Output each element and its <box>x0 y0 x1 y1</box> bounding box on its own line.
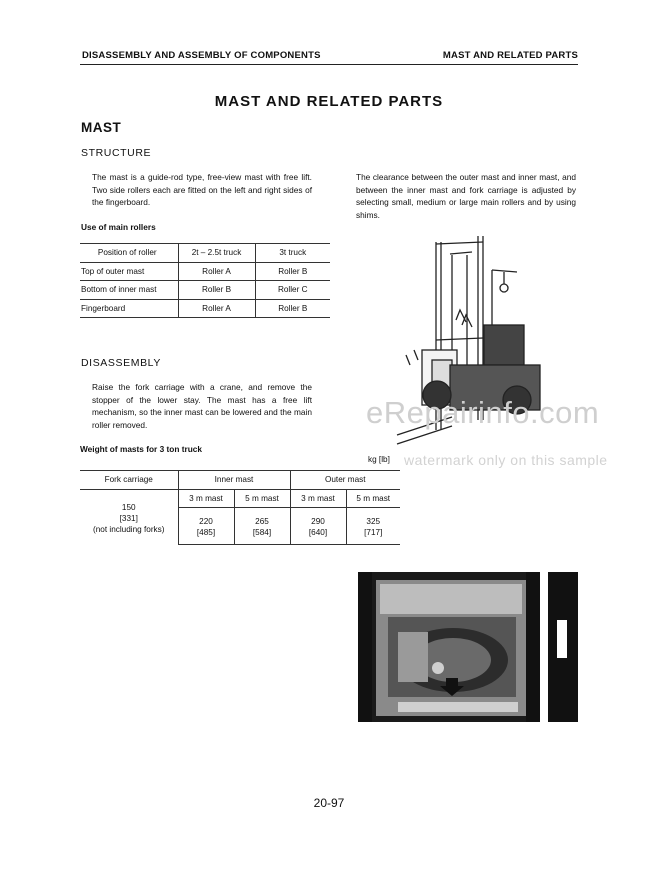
mast-roller-photo <box>358 572 540 722</box>
table-row <box>80 299 330 318</box>
rollers-header-row <box>80 244 330 263</box>
photo-side-strip <box>548 572 578 722</box>
cell-roller: Roller B <box>255 262 330 281</box>
weight-lb: [584] <box>252 528 272 537</box>
cell-position: Bottom of inner mast <box>80 281 178 300</box>
fork-carriage-cell <box>80 489 178 545</box>
weights-table-caption: Weight of masts for 3 ton truck <box>80 444 203 454</box>
running-header-left: DISASSEMBLY AND ASSEMBLY OF COMPONENTS <box>82 50 321 61</box>
subheader-inner-5m: 5 m mast <box>234 489 290 508</box>
weights-unit-label: kg [lb] <box>368 455 390 464</box>
page-number: 20-97 <box>313 796 345 810</box>
weight-kg: 265 <box>255 517 269 526</box>
cell-roller: Roller A <box>178 262 255 281</box>
fork-carriage-note: (not including forks) <box>93 525 165 534</box>
weight-cell <box>290 516 346 545</box>
weight-kg: 290 <box>311 517 325 526</box>
structure-heading: STRUCTURE <box>81 147 152 159</box>
header-outer-mast: Outer mast <box>290 471 400 490</box>
header-position: Position of roller <box>80 244 178 263</box>
page-title: MAST AND RELATED PARTS <box>214 93 444 110</box>
disassembly-heading: DISASSEMBLY <box>81 357 161 369</box>
subheader-inner-3m: 3 m mast <box>178 489 234 508</box>
weight-lb: [640] <box>308 528 328 537</box>
weight-kg: 220 <box>199 517 213 526</box>
disassembly-paragraph: Raise the fork carriage with a crane, and remove the stopper of the lower stay. The mast has a free lift mechanism, so the inner mast can be lowered and the main roller removed. <box>92 382 312 431</box>
header-inner-mast: Inner mast <box>178 471 290 490</box>
structure-paragraph-left: The mast is a guide-rod type, free-view mast with free lift. Two side rollers each are fitted on the left and right sides of the fingerboard. <box>92 172 312 208</box>
section-heading-mast: MAST <box>81 120 122 135</box>
weight-cell <box>178 516 234 545</box>
header-2t-truck: 2t – 2.5t truck <box>178 244 255 263</box>
watermark-text: eRepairinfo.com <box>366 395 600 430</box>
table-row <box>80 281 330 300</box>
weight-kg: 325 <box>366 517 381 526</box>
weight-cell <box>234 516 290 545</box>
header-fork-carriage: Fork carriage <box>80 471 178 490</box>
cell-roller: Roller B <box>255 299 330 318</box>
weight-lb: [485] <box>196 528 216 537</box>
structure-paragraph-right: The clearance between the outer mast and inner mast, and between the inner mast and fork carriage is adjusted by selecting small, medium or large main rollers and by using shims. <box>356 172 576 221</box>
weights-table <box>80 470 400 545</box>
header-rule <box>80 64 578 65</box>
fork-carriage-weight-lb: [331] <box>119 514 138 523</box>
cell-roller: Roller C <box>255 281 330 300</box>
header-3t-truck: 3t truck <box>255 244 330 263</box>
running-header-right: MAST AND RELATED PARTS <box>442 50 578 61</box>
weights-subheader-row <box>80 489 400 508</box>
subheader-outer-3m: 3 m mast <box>290 489 346 508</box>
cell-position: Top of outer mast <box>80 262 178 281</box>
rollers-table <box>80 243 330 318</box>
weights-header-row <box>80 471 400 490</box>
fork-carriage-weight: 150 <box>121 503 136 512</box>
table-row <box>80 262 330 281</box>
subheader-outer-5m: 5 m mast <box>346 489 400 508</box>
watermark-subtext: watermark only on this sample <box>404 452 608 468</box>
cell-roller: Roller B <box>178 281 255 300</box>
cell-position: Fingerboard <box>80 299 178 318</box>
cell-roller: Roller A <box>178 299 255 318</box>
weight-lb: [717] <box>364 528 383 537</box>
rollers-table-caption: Use of main rollers <box>81 222 156 232</box>
weight-cell <box>346 516 400 545</box>
